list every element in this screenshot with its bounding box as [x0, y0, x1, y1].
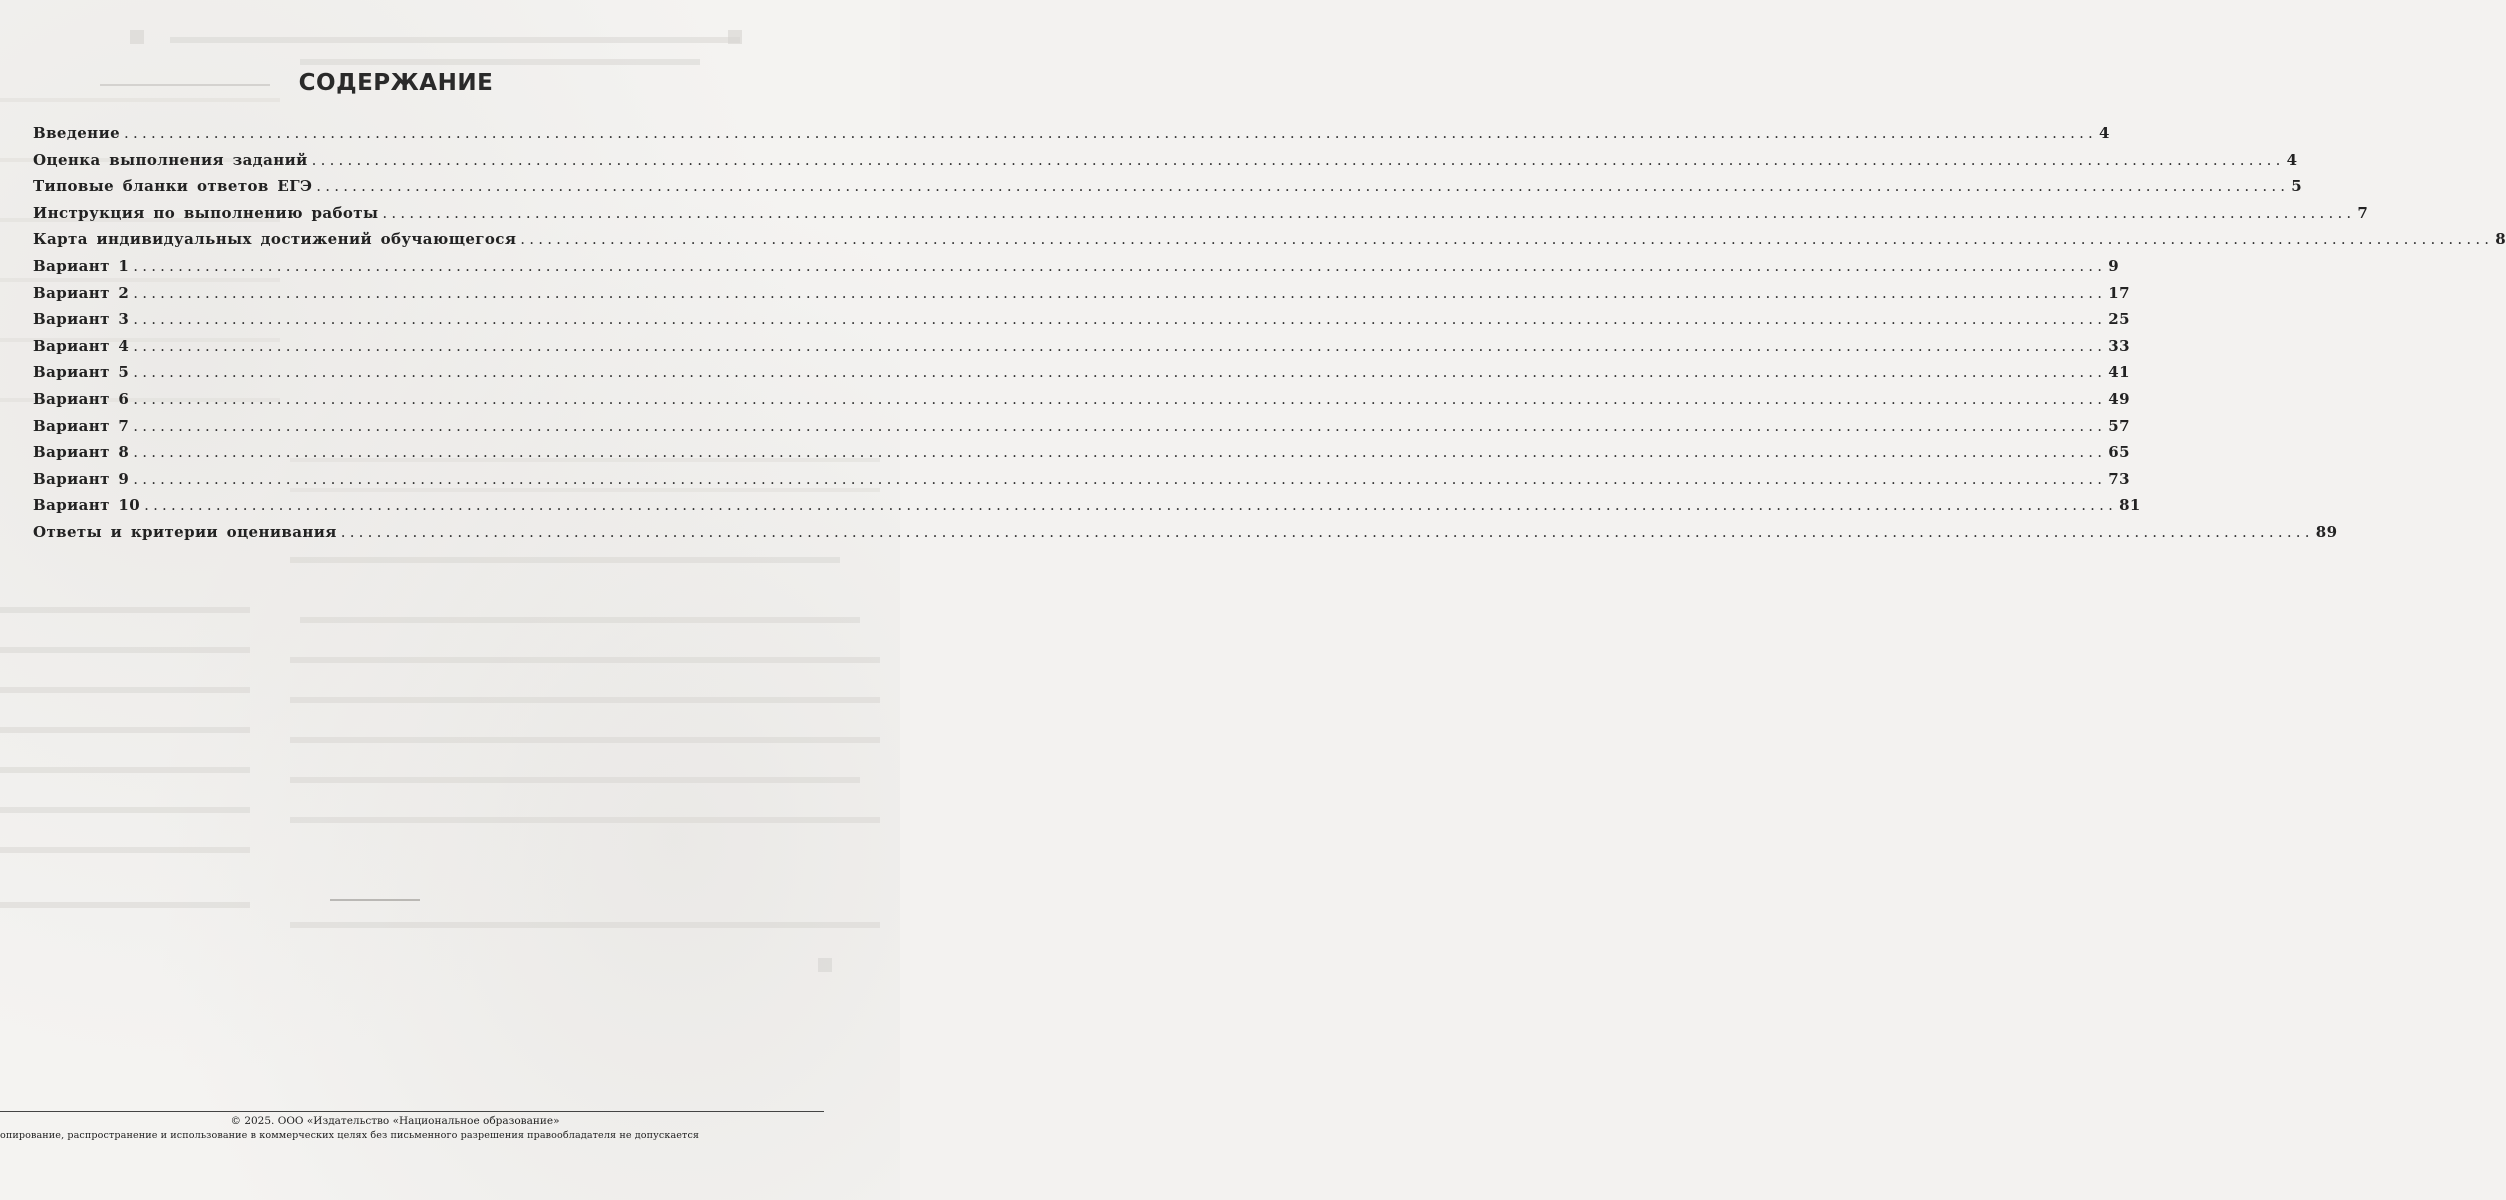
table-of-contents [33, 124, 2506, 550]
toc-entry [33, 336, 2130, 364]
toc-leader-dots: ............................................................................................................................................................................................................................ [144, 496, 2118, 515]
toc-leader-dots: ............................................................................................................................................................................................................................ [133, 283, 2107, 302]
toc-leader-dots: ............................................................................................................................................................................................................................ [520, 230, 2494, 249]
toc-entry-label: Вариант 1 [33, 256, 130, 275]
toc-entry-page-number: 5 [2291, 177, 2303, 196]
toc-entry-label: Вариант 6 [33, 389, 130, 408]
toc-entry [33, 203, 2369, 231]
toc-leader-dots: ............................................................................................................................................................................................................................ [133, 416, 2107, 435]
toc-entry-label: Ответы и критерии оценивания [33, 522, 337, 541]
toc-entry-page-number: 9 [2108, 256, 2120, 275]
toc-entry-page-number: 7 [2357, 203, 2369, 222]
toc-entry-label: Вариант 10 [33, 496, 141, 515]
toc-entry [33, 230, 2506, 257]
toc-entry-page-number: 73 [2108, 469, 2130, 488]
toc-entry [33, 389, 2130, 417]
toc-entry [33, 443, 2130, 470]
toc-leader-dots: ............................................................................................................................................................................................................................ [133, 256, 2107, 275]
page-title: СОДЕРЖАНИЕ [298, 70, 494, 96]
toc-entry-label: Карта индивидуальных достижений обучающегося [33, 230, 517, 249]
toc-entry [33, 416, 2130, 444]
toc-entry-page-number: 57 [2108, 416, 2130, 435]
toc-entry-label: Вариант 2 [33, 283, 130, 302]
toc-entry [33, 469, 2130, 497]
toc-leader-dots: ............................................................................................................................................................................................................................ [133, 336, 2107, 355]
toc-entry [33, 177, 2303, 204]
toc-entry [33, 150, 2298, 178]
toc-entry-label: Инструкция по выполнению работы [33, 203, 379, 222]
toc-entry [33, 124, 2110, 151]
toc-entry-page-number: 25 [2108, 310, 2130, 329]
toc-entry-label: Вариант 9 [33, 469, 130, 488]
toc-entry-label: Вариант 3 [33, 310, 130, 329]
toc-entry-page-number: 4 [2099, 124, 2110, 142]
toc-entry-page-number: 65 [2108, 443, 2130, 462]
toc-entry-page-number: 41 [2108, 363, 2130, 382]
toc-entry-page-number: 81 [2119, 496, 2141, 515]
toc-leader-dots: ............................................................................................................................................................................................................................ [133, 310, 2107, 329]
toc-entry-page-number: 8 [2495, 230, 2506, 249]
toc-entry [33, 256, 2120, 284]
toc-leader-dots: ............................................................................................................................................................................................................................ [311, 150, 2285, 169]
footer-copyright: © 2025. ООО «Издательство «Национальное образование» [230, 1115, 560, 1127]
toc-entry-label: Вариант 4 [33, 336, 130, 355]
toc-leader-dots: ............................................................................................................................................................................................................................ [382, 203, 2356, 222]
toc-entry-label: Вариант 8 [33, 443, 130, 462]
toc-leader-dots: ............................................................................................................................................................................................................................ [133, 363, 2107, 382]
toc-entry-label: Вариант 7 [33, 416, 130, 435]
footer-divider [0, 1111, 824, 1112]
toc-entry-page-number: 89 [2315, 522, 2338, 541]
toc-entry-page-number: 4 [2286, 150, 2298, 169]
toc-leader-dots: ............................................................................................................................................................................................................................ [340, 522, 2314, 541]
toc-leader-dots: ............................................................................................................................................................................................................................ [133, 389, 2107, 408]
toc-entry [33, 310, 2130, 337]
toc-entry [33, 283, 2130, 311]
toc-leader-dots: ............................................................................................................................................................................................................................ [316, 177, 2290, 196]
toc-entry-label: Введение [33, 124, 121, 142]
footer-rights-notice: опирование, распространение и использование в коммерческих целях без письменного разрешения правообладателя не допускается [0, 1130, 700, 1141]
toc-leader-dots: ............................................................................................................................................................................................................................ [133, 469, 2107, 488]
toc-entry-page-number: 33 [2108, 336, 2130, 355]
toc-entry-label: Вариант 5 [33, 363, 130, 382]
toc-entry-page-number: 49 [2108, 389, 2130, 408]
toc-entry [33, 522, 2338, 550]
toc-entry [33, 363, 2130, 390]
toc-entry [33, 496, 2141, 523]
toc-leader-dots: ............................................................................................................................................................................................................................ [124, 124, 2098, 142]
toc-leader-dots: ............................................................................................................................................................................................................................ [133, 443, 2107, 462]
toc-entry-label: Оценка выполнения заданий [33, 150, 308, 169]
toc-entry-page-number: 17 [2108, 283, 2130, 302]
toc-entry-label: Типовые бланки ответов ЕГЭ [33, 177, 313, 196]
